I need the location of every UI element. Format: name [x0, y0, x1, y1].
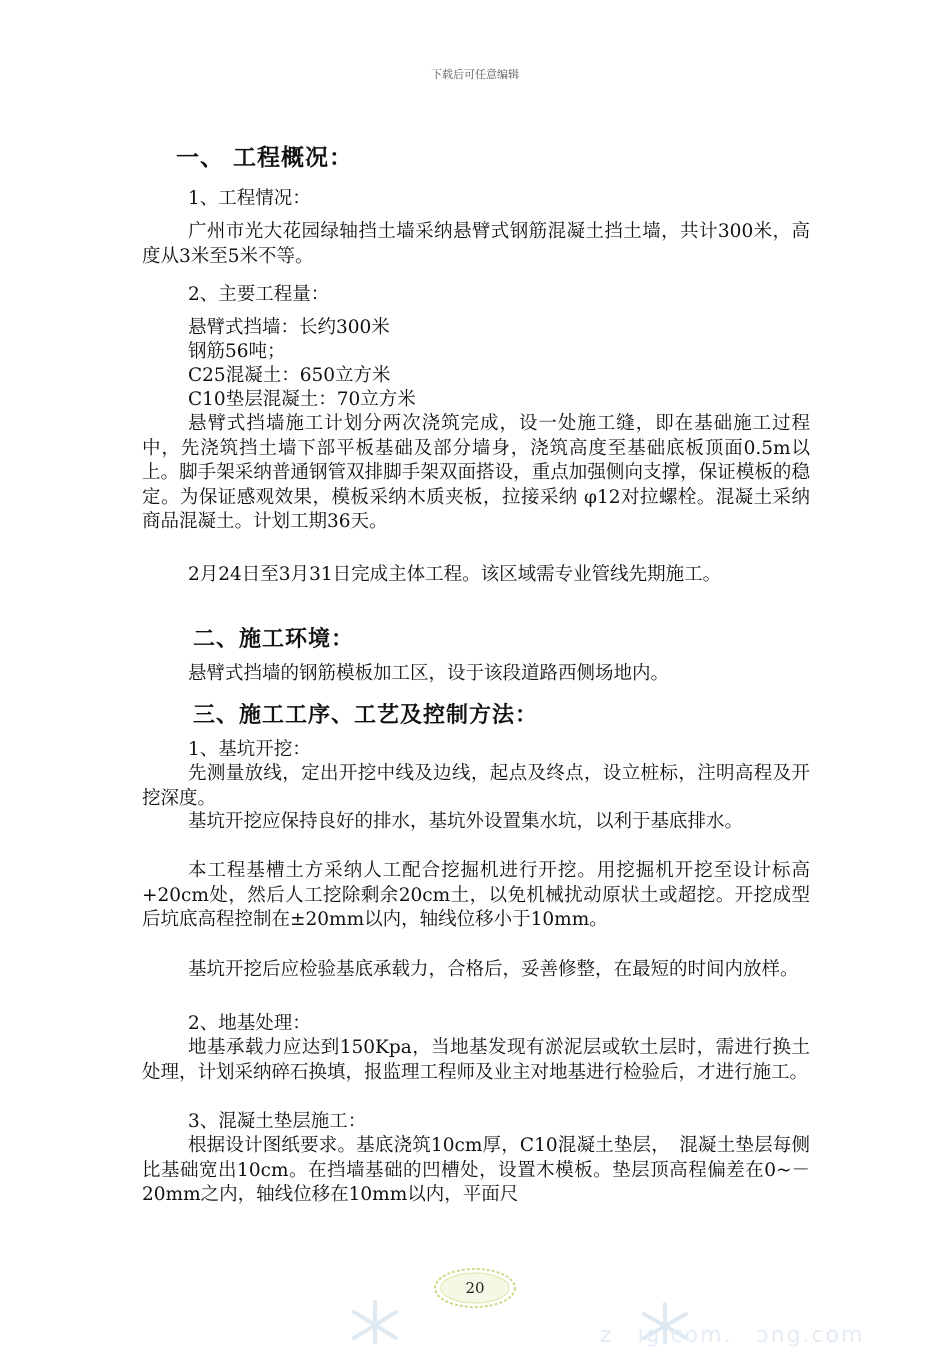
section3-p2: 基坑开挖应保持良好的排水，基坑外设置集水坑，以利于基底排水。 [188, 811, 744, 832]
section1-para1: 广州市光大花园绿轴挡土墙采纳悬臂式钢筋混凝土挡土墙，共计300米，高度从3米至5米不等。 [142, 221, 810, 267]
quantity-item: 悬臂式挡墙：长约300米 [188, 317, 390, 338]
watermark-text: z ıg.com. ɔng.com [600, 1323, 865, 1348]
section1-para2: 悬臂式挡墙施工计划分两次浇筑完成，设一处施工缝，即在基础施工过程中，先浇筑挡土墙下部平板基础及部分墙身，浇筑高度至基础底板顶面0.5m以上。脚手架采纳普通钢管双排脚手架双面搭设，重点加强侧向支撑，保证模板的稳定。为保证感观效果，模板采纳木质夹板，拉接采纳 φ12对拉螺栓。混凝土采纳商品混凝土。计划工期36天。 [142, 413, 810, 532]
snowflake-watermark-icon [340, 1298, 410, 1344]
quantity-item: C10垫层混凝土：70立方米 [188, 389, 416, 410]
section3-sub2: 2、地基处理： [188, 1013, 311, 1034]
header-note: 下载后可任意编辑 [431, 68, 519, 81]
quantity-item: C25混凝土：650立方米 [188, 365, 391, 386]
section2-title: 二、施工环境： [193, 627, 355, 652]
section3-p5: 地基承载力应达到150Kpa，当地基发现有淤泥层或软土层时，需进行换土处理，计划采纳碎石换填，报监理工程师及业主对地基进行检验后，才进行施工。 [142, 1037, 810, 1083]
section3-p1: 先测量放线，定出开挖中线及边线，起点及终点，设立桩标，注明高程及开挖深度。 [142, 763, 810, 809]
page-number-badge [430, 1266, 520, 1310]
page-number: 20 [465, 1279, 485, 1297]
section2-para: 悬臂式挡墙的钢筋模板加工区，设于该段道路西侧场地内。 [188, 663, 670, 684]
section1-sub1: 1、工程情况： [188, 188, 311, 209]
section1-sub2: 2、主要工程量： [188, 284, 330, 305]
section3-p4: 基坑开挖后应检验基底承载力，合格后，妥善修整，在最短的时间内放样。 [188, 959, 799, 980]
quantity-item: 钢筋56吨； [188, 341, 286, 362]
section3-title: 三、施工工序、工艺及控制方法： [193, 703, 539, 728]
section3-sub1: 1、基坑开挖： [188, 739, 311, 760]
section1-title: 一、 工程概况： [176, 145, 354, 171]
section1-para3: 2月24日至3月31日完成主体工程。该区域需专业管线先期施工。 [188, 564, 722, 585]
section3-p6: 根据设计图纸要求。基底浇筑10cm厚，C10混凝土垫层， 混凝土垫层每侧比基础宽出10cm。在挡墙基础的凹槽处，设置木模板。垫层顶高程偏差在0~－20mm之内，轴线位移在10mm以内，平面尺 [142, 1135, 810, 1205]
section3-p3: 本工程基槽土方采纳人工配合挖掘机进行开挖。用挖掘机开挖至设计标高+20cm处，然后人工挖除剩余20cm土，以免机械扰动原状土或超挖。开挖成型后坑底高程控制在±20mm以内，轴线位移小于10mm。 [142, 860, 810, 930]
section3-sub3: 3、混凝土垫层施工： [188, 1111, 367, 1132]
